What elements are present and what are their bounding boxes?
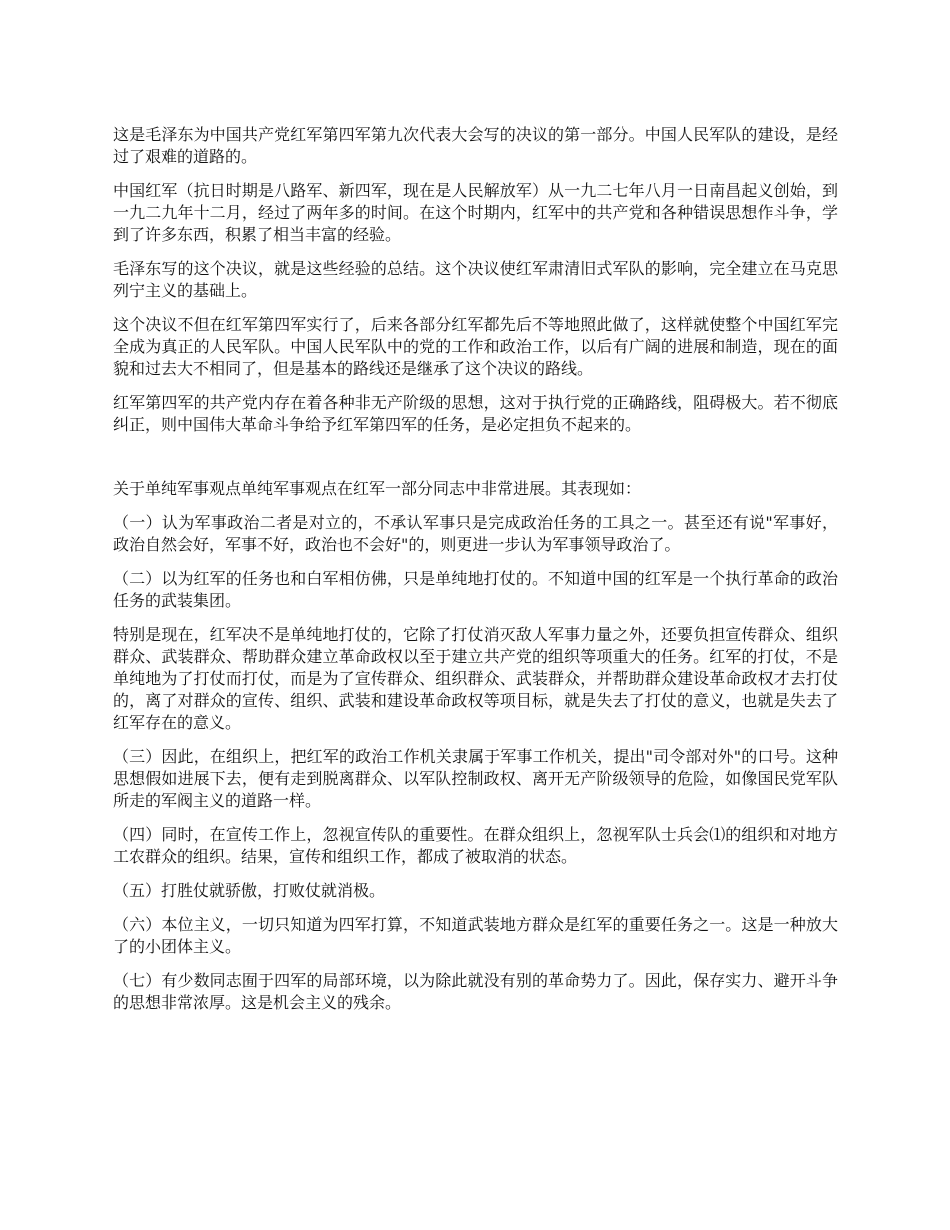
intro-paragraph-2: 中国红军（抗日时期是八路军、新四军，现在是人民解放军）从一九二七年八月一日南昌起义创始，到一九二九年十二月，经过了两年多的时间。在这个时期内，红军中的共产党和各种错误思想作斗争，学到了许多东西，积累了相当丰富的经验。 [113,181,838,244]
section-divider-space [113,448,838,478]
section-item-4: （四）同时，在宣传工作上，忽视宣传队的重要性。在群众组织上，忽视军队士兵会⑴的组织和对地方工农群众的组织。结果，宣传和组织工作，都成了被取消的状态。 [113,825,838,866]
section-item-7: （七）有少数同志囿于四军的局部环境，以为除此就没有别的革命势力了。因此，保存实力、避开斗争的思想非常浓厚。这是机会主义的残余。 [113,971,838,1012]
section-item-1: （一）认为军事政治二者是对立的，不承认军事只是完成政治任务的工具之一。甚至还有说"军事好，政治自然会好，军事不好，政治也不会好"的，则更进一步认为军事领导政治了。 [113,513,838,554]
intro-paragraph-3: 毛泽东写的这个决议，就是这些经验的总结。这个决议使红军肃清旧式军队的影响，完全建立在马克思列宁主义的基础上。 [113,259,838,300]
section-item-6: （六）本位主义，一切只知道为四军打算，不知道武装地方群众是红军的重要任务之一。这是一种放大了的小团体主义。 [113,915,838,956]
intro-paragraph-4: 这个决议不但在红军第四军实行了，后来各部分红军都先后不等地照此做了，这样就使整个中国红军完全成为真正的人民军队。中国人民军队中的党的工作和政治工作，以后有广阔的进展和制造，现在的面貌和过去大不相同了，但是基本的路线还是继承了这个决议的路线。 [113,315,838,378]
section-item-3: （三）因此，在组织上，把红军的政治工作机关隶属于军事工作机关，提出"司令部对外"的口号。这种思想假如进展下去，便有走到脱离群众、以军队控制政权、离开无产阶级领导的危险，如像国民党军队所走的军阀主义的道路一样。 [113,747,838,810]
section-item-5: （五）打胜仗就骄傲，打败仗就消极。 [113,881,386,900]
intro-paragraph-5: 红军第四军的共产党内存在着各种非无产阶级的思想，这对于执行党的正确路线，阻碍极大。若不彻底纠正，则中国伟大革命斗争给予红军第四军的任务，是必定担负不起来的。 [113,393,838,434]
section-paragraph-special: 特别是现在，红军决不是单纯地打仗的，它除了打仗消灭敌人军事力量之外，还要负担宣传群众、组织群众、武装群众、帮助群众建立革命政权以至于建立共产党的组织等项重大的任务。红军的打仗，不是单纯地为了打仗而打仗，而是为了宣传群众、组织群众、武装群众，并帮助群众建设革命政权才去打仗的，离了对群众的宣传、组织、武装和建设革命政权等项目标，就是失去了打仗的意义，也就是失去了红军存在的意义。 [113,625,838,732]
intro-paragraph-1: 这是毛泽东为中国共产党红军第四军第九次代表大会写的决议的第一部分。中国人民军队的建设，是经过了艰难的道路的。 [113,125,838,166]
document-page [113,124,838,1026]
section-item-2: （二）以为红军的任务也和白军相仿佛，只是单纯地打仗的。不知道中国的红军是一个执行革命的政治任务的武装集团。 [113,569,838,610]
section-heading-paragraph: 关于单纯军事观点单纯军事观点在红军一部分同志中非常进展。其表现如： [113,479,642,498]
